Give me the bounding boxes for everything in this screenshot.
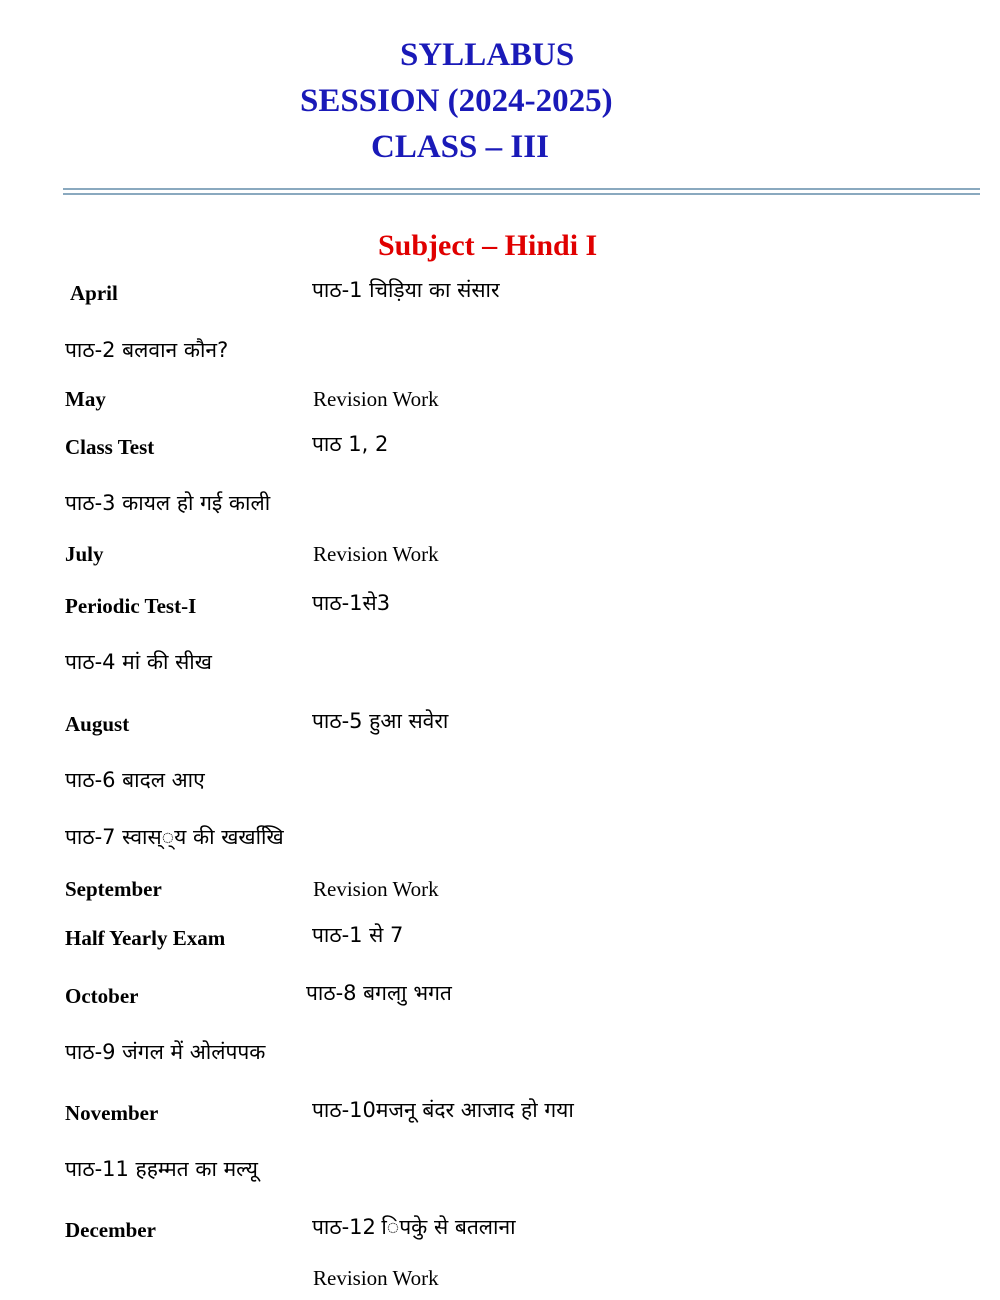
lesson-8: पाठ-8 बगलाु भगत bbox=[306, 981, 452, 1005]
month-label-september: September bbox=[65, 877, 162, 901]
subject-title: Subject – Hindi I bbox=[378, 229, 598, 262]
lesson-3: पाठ-3 कायल हो गई काली bbox=[65, 491, 271, 515]
syllabus-heading: SYLLABUS bbox=[400, 37, 575, 73]
month-label-april: April bbox=[70, 281, 118, 305]
month-label-october: October bbox=[65, 984, 139, 1008]
exam-label-periodic-test: Periodic Test-I bbox=[65, 594, 197, 618]
lesson-2: पाठ-2 बलवान कौन? bbox=[65, 338, 229, 362]
header-divider-bottom bbox=[63, 193, 980, 195]
lesson-5: पाठ-5 हुआ सवेरा bbox=[312, 709, 449, 733]
exam-label-half-yearly: Half Yearly Exam bbox=[65, 926, 226, 950]
exam-label-class-test: Class Test bbox=[65, 435, 155, 459]
lesson-9: पाठ-9 जंगल में ओलंपपक bbox=[65, 1040, 266, 1064]
month-label-july: July bbox=[65, 542, 104, 566]
lesson-6: पाठ-6 बादल आए bbox=[65, 768, 205, 792]
class-heading: CLASS – III bbox=[371, 129, 549, 165]
lesson-12: पाठ-12 िपकेु से बतलाना bbox=[312, 1215, 516, 1239]
month-label-may: May bbox=[65, 387, 106, 411]
header-divider-top bbox=[63, 188, 980, 190]
december-activity: Revision Work bbox=[313, 1266, 439, 1290]
month-label-august: August bbox=[65, 712, 130, 736]
month-label-december: December bbox=[65, 1218, 156, 1242]
periodic-test-lessons: पाठ-1से3 bbox=[312, 591, 391, 615]
lesson-4: पाठ-4 मां की सीख bbox=[65, 650, 212, 674]
september-activity: Revision Work bbox=[313, 877, 439, 901]
class-test-lessons: पाठ 1, 2 bbox=[312, 432, 389, 456]
lesson-7: पाठ-7 स्वास््य की खखखिि bbox=[65, 825, 284, 849]
may-activity: Revision Work bbox=[313, 387, 439, 411]
lesson-1: पाठ-1 चिड़िया का संसार bbox=[312, 278, 500, 302]
july-activity: Revision Work bbox=[313, 542, 439, 566]
month-label-november: November bbox=[65, 1101, 159, 1125]
lesson-10: पाठ-10मजनू बंदर आजाद हो गया bbox=[312, 1098, 574, 1122]
lesson-11: पाठ-11 हहम्मत का मल्यू bbox=[65, 1157, 258, 1181]
half-yearly-lessons: पाठ-1 से 7 bbox=[312, 923, 404, 947]
session-heading: SESSION (2024-2025) bbox=[300, 83, 613, 119]
